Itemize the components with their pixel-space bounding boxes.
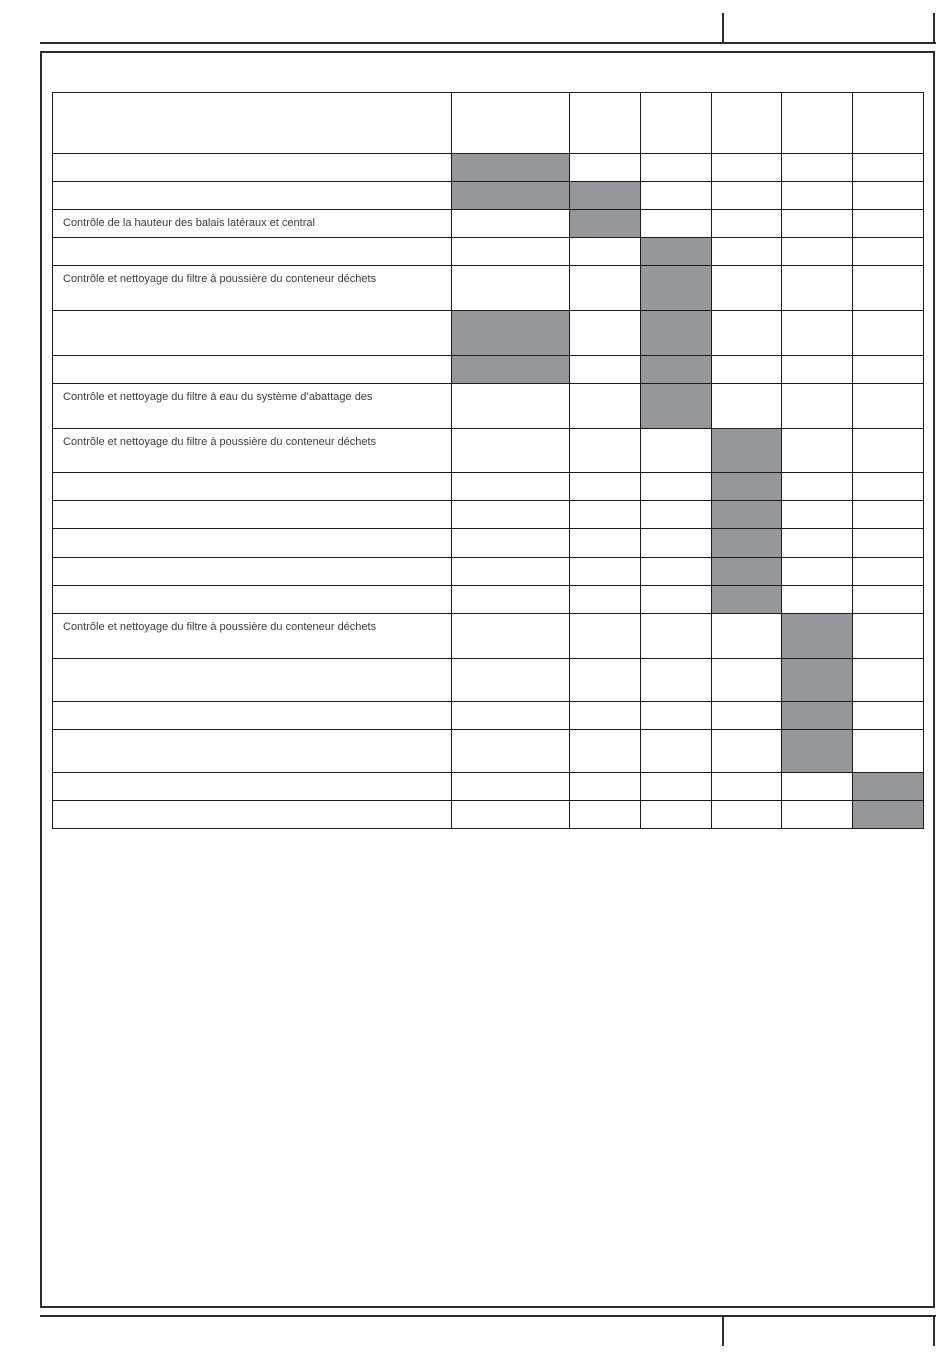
footer-right-edge-line (933, 1317, 935, 1346)
interval-cell (641, 429, 712, 473)
interval-cell (641, 586, 712, 614)
interval-cell (570, 702, 641, 730)
interval-cell (853, 356, 924, 384)
interval-cell (641, 558, 712, 586)
interval-cell-marked (712, 501, 782, 529)
interval-cell (853, 384, 924, 429)
interval-cell (641, 730, 712, 773)
interval-cell (570, 529, 641, 558)
interval-cell (712, 356, 782, 384)
table-row (53, 356, 924, 384)
interval-cell (570, 429, 641, 473)
table-row (53, 182, 924, 210)
task-label-cell (53, 801, 452, 829)
interval-cell-marked (712, 429, 782, 473)
interval-cell (853, 501, 924, 529)
task-label-cell (53, 356, 452, 384)
interval-cell (853, 473, 924, 501)
interval-cell-marked (641, 356, 712, 384)
interval-cell (452, 429, 570, 473)
interval-cell (782, 773, 853, 801)
interval-cell (782, 154, 853, 182)
interval-cell (712, 210, 782, 238)
interval-cell-marked (452, 182, 570, 210)
interval-cell (853, 238, 924, 266)
interval-cell (452, 558, 570, 586)
header-label-cell (53, 93, 452, 154)
task-label-cell: Contrôle de la hauteur des balais latéraux et central (53, 210, 452, 238)
task-label-cell (53, 154, 452, 182)
header-interval-cell (641, 93, 712, 154)
interval-cell (853, 586, 924, 614)
interval-cell (570, 384, 641, 429)
header-interval-cell (853, 93, 924, 154)
interval-cell (782, 558, 853, 586)
interval-cell (782, 311, 853, 356)
interval-cell (782, 586, 853, 614)
interval-cell (641, 529, 712, 558)
interval-cell (570, 730, 641, 773)
interval-cell (452, 266, 570, 311)
interval-cell-marked (641, 238, 712, 266)
interval-cell (782, 429, 853, 473)
interval-cell-marked (452, 154, 570, 182)
interval-cell (712, 238, 782, 266)
interval-cell-marked (452, 356, 570, 384)
interval-cell-marked (853, 801, 924, 829)
interval-cell-marked (712, 529, 782, 558)
interval-cell (712, 801, 782, 829)
table-row (53, 473, 924, 501)
task-label-cell (53, 529, 452, 558)
interval-cell (452, 659, 570, 702)
task-label-cell (53, 501, 452, 529)
table-row (53, 702, 924, 730)
interval-cell (570, 614, 641, 659)
interval-cell (452, 238, 570, 266)
interval-cell (712, 773, 782, 801)
interval-cell (452, 586, 570, 614)
interval-cell (641, 210, 712, 238)
interval-cell (782, 801, 853, 829)
interval-cell (782, 384, 853, 429)
table-row (53, 429, 924, 473)
table-row (53, 558, 924, 586)
interval-cell (853, 210, 924, 238)
task-label-cell: Contrôle et nettoyage du filtre à poussière du conteneur déchets (53, 266, 452, 311)
interval-cell (782, 473, 853, 501)
table-row (53, 311, 924, 356)
interval-cell-marked (641, 311, 712, 356)
table-row (53, 801, 924, 829)
interval-cell-marked (712, 473, 782, 501)
task-label-cell (53, 702, 452, 730)
interval-cell (782, 529, 853, 558)
interval-cell (452, 529, 570, 558)
task-label-cell (53, 730, 452, 773)
interval-cell (853, 614, 924, 659)
interval-cell-marked (570, 182, 641, 210)
table-header-row (53, 93, 924, 154)
interval-cell (853, 529, 924, 558)
table-row (53, 384, 924, 429)
table-row (53, 659, 924, 702)
interval-cell (641, 702, 712, 730)
interval-cell (782, 501, 853, 529)
task-label-cell: Contrôle et nettoyage du filtre à eau du système d’abattage des (53, 384, 452, 429)
task-label-cell (53, 473, 452, 501)
table-row (53, 529, 924, 558)
task-label-cell (53, 586, 452, 614)
task-label-cell (53, 659, 452, 702)
interval-cell (782, 210, 853, 238)
interval-cell (641, 473, 712, 501)
header-right-edge-line (933, 13, 935, 42)
task-label-cell (53, 773, 452, 801)
interval-cell (641, 614, 712, 659)
interval-cell-marked (570, 210, 641, 238)
interval-cell (570, 311, 641, 356)
interval-cell (570, 266, 641, 311)
task-label-cell (53, 558, 452, 586)
interval-cell-marked (782, 614, 853, 659)
interval-cell-marked (452, 311, 570, 356)
interval-cell (452, 473, 570, 501)
interval-cell (570, 238, 641, 266)
task-label-cell (53, 182, 452, 210)
interval-cell (452, 730, 570, 773)
table-row (53, 730, 924, 773)
interval-cell (782, 182, 853, 210)
interval-cell (570, 154, 641, 182)
interval-cell (452, 702, 570, 730)
interval-cell (641, 501, 712, 529)
interval-cell (853, 311, 924, 356)
table-row (53, 238, 924, 266)
interval-cell-marked (782, 659, 853, 702)
interval-cell (712, 659, 782, 702)
header-divider-line (722, 13, 724, 42)
table-row (53, 154, 924, 182)
header-interval-cell (452, 93, 570, 154)
interval-cell (712, 384, 782, 429)
table-row (53, 614, 924, 659)
interval-cell (452, 801, 570, 829)
task-label-cell: Contrôle et nettoyage du filtre à poussière du conteneur déchets (53, 429, 452, 473)
interval-cell (853, 429, 924, 473)
interval-cell (712, 730, 782, 773)
interval-cell-marked (641, 384, 712, 429)
interval-cell (782, 266, 853, 311)
interval-cell (570, 801, 641, 829)
interval-cell (452, 384, 570, 429)
interval-cell (712, 614, 782, 659)
interval-cell (853, 558, 924, 586)
task-label-cell (53, 238, 452, 266)
interval-cell (570, 586, 641, 614)
interval-cell (641, 182, 712, 210)
interval-cell (853, 702, 924, 730)
interval-cell-marked (782, 702, 853, 730)
interval-cell (853, 730, 924, 773)
header-interval-cell (570, 93, 641, 154)
interval-cell-marked (853, 773, 924, 801)
interval-cell-marked (641, 266, 712, 311)
table-row (53, 210, 924, 238)
interval-cell (570, 356, 641, 384)
interval-cell (570, 501, 641, 529)
interval-cell (570, 558, 641, 586)
interval-cell-marked (712, 558, 782, 586)
table-row (53, 586, 924, 614)
interval-cell (452, 773, 570, 801)
interval-cell (712, 154, 782, 182)
interval-cell (853, 154, 924, 182)
interval-cell (452, 501, 570, 529)
interval-cell-marked (782, 730, 853, 773)
interval-cell (452, 210, 570, 238)
interval-cell (853, 266, 924, 311)
interval-cell-marked (712, 586, 782, 614)
interval-cell (853, 659, 924, 702)
interval-cell (570, 773, 641, 801)
table-row (53, 266, 924, 311)
interval-cell (641, 154, 712, 182)
interval-cell (570, 473, 641, 501)
task-label-cell (53, 311, 452, 356)
interval-cell (712, 702, 782, 730)
table-container (52, 92, 924, 829)
table-row (53, 501, 924, 529)
footer-divider-line (722, 1317, 724, 1346)
footer-rule (40, 1315, 936, 1317)
header-interval-cell (782, 93, 853, 154)
interval-cell (641, 659, 712, 702)
interval-cell (712, 311, 782, 356)
table-row (53, 773, 924, 801)
interval-cell (712, 182, 782, 210)
interval-cell (641, 801, 712, 829)
interval-cell (782, 356, 853, 384)
interval-cell (782, 238, 853, 266)
interval-cell (641, 773, 712, 801)
task-label-cell: Contrôle et nettoyage du filtre à poussière du conteneur déchets (53, 614, 452, 659)
header-interval-cell (712, 93, 782, 154)
maintenance-schedule-table (52, 92, 924, 829)
interval-cell (452, 614, 570, 659)
header-rule (40, 42, 936, 44)
interval-cell (712, 266, 782, 311)
interval-cell (570, 659, 641, 702)
interval-cell (853, 182, 924, 210)
